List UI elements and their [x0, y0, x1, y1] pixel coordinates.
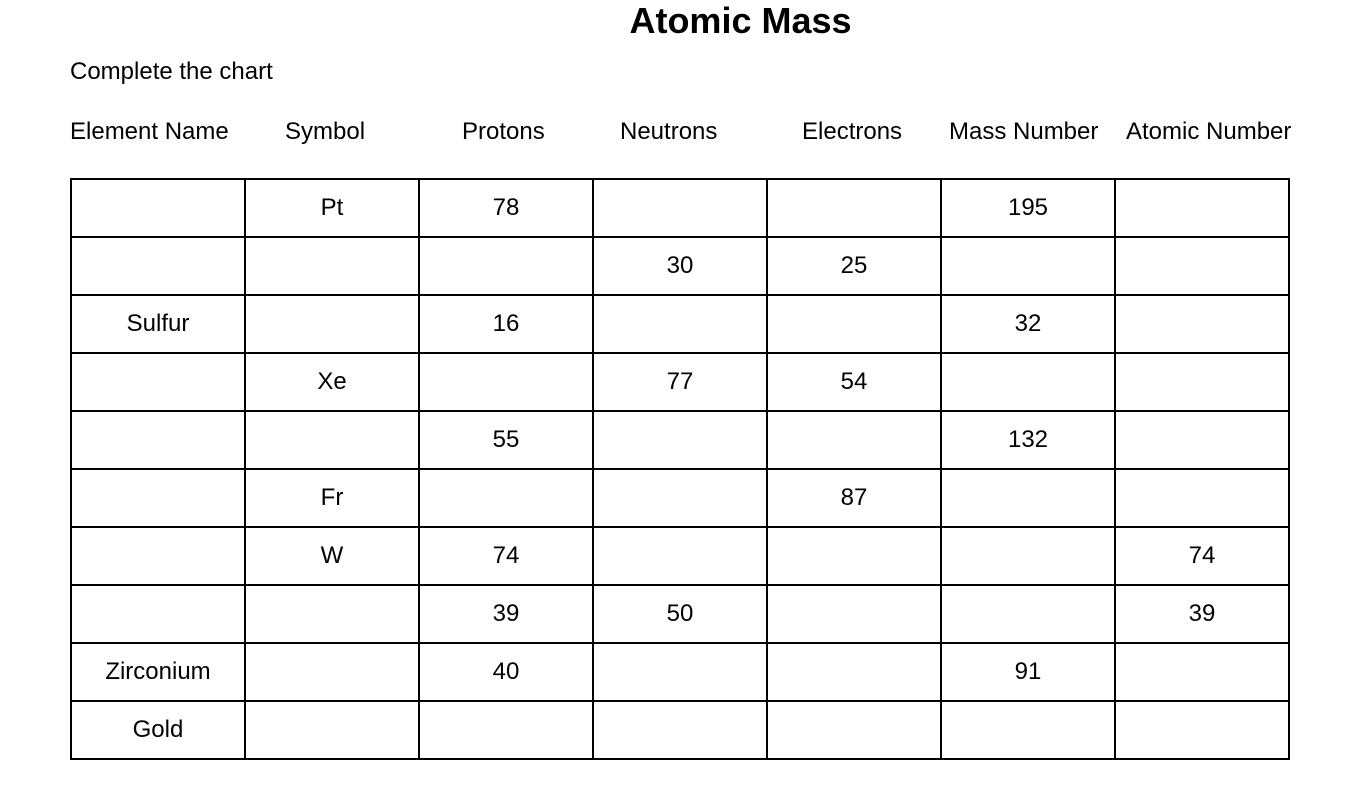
- cell-symbol[interactable]: Fr: [245, 469, 419, 527]
- cell-mass-number[interactable]: 195: [941, 179, 1115, 237]
- cell-protons[interactable]: 16: [419, 295, 593, 353]
- cell-protons[interactable]: 55: [419, 411, 593, 469]
- cell-element-name[interactable]: Gold: [71, 701, 245, 759]
- cell-atomic-number[interactable]: [1115, 179, 1289, 237]
- cell-element-name[interactable]: [71, 237, 245, 295]
- cell-atomic-number[interactable]: 74: [1115, 527, 1289, 585]
- atomic-mass-table: [70, 178, 1290, 760]
- cell-symbol[interactable]: [245, 237, 419, 295]
- table-row: [71, 411, 1289, 469]
- cell-neutrons[interactable]: [593, 643, 767, 701]
- cell-atomic-number[interactable]: [1115, 295, 1289, 353]
- cell-electrons[interactable]: 87: [767, 469, 941, 527]
- cell-electrons[interactable]: [767, 585, 941, 643]
- column-header-atomic-number: Atomic Number: [1126, 118, 1292, 145]
- cell-symbol[interactable]: [245, 701, 419, 759]
- cell-element-name[interactable]: [71, 411, 245, 469]
- cell-mass-number[interactable]: [941, 237, 1115, 295]
- cell-neutrons[interactable]: [593, 527, 767, 585]
- cell-atomic-number[interactable]: [1115, 411, 1289, 469]
- column-header-mass-number: Mass Number: [949, 118, 1099, 145]
- table-row: [71, 585, 1289, 643]
- cut-off-text: [70, 785, 1270, 793]
- cell-neutrons[interactable]: [593, 179, 767, 237]
- table-row: [71, 179, 1289, 237]
- cell-protons[interactable]: [419, 353, 593, 411]
- cell-neutrons[interactable]: [593, 295, 767, 353]
- cell-protons[interactable]: [419, 469, 593, 527]
- table-row: [71, 643, 1289, 701]
- cell-electrons[interactable]: [767, 411, 941, 469]
- cell-element-name[interactable]: [71, 527, 245, 585]
- cell-neutrons[interactable]: [593, 411, 767, 469]
- cell-mass-number[interactable]: [941, 585, 1115, 643]
- cell-protons[interactable]: 39: [419, 585, 593, 643]
- cell-electrons[interactable]: [767, 179, 941, 237]
- cell-symbol[interactable]: W: [245, 527, 419, 585]
- cell-mass-number[interactable]: [941, 527, 1115, 585]
- cell-neutrons[interactable]: 30: [593, 237, 767, 295]
- cell-atomic-number[interactable]: [1115, 353, 1289, 411]
- cell-neutrons[interactable]: 77: [593, 353, 767, 411]
- cell-symbol[interactable]: Pt: [245, 179, 419, 237]
- cell-element-name[interactable]: Sulfur: [71, 295, 245, 353]
- table-row: [71, 701, 1289, 759]
- table-row: [71, 469, 1289, 527]
- cell-atomic-number[interactable]: 39: [1115, 585, 1289, 643]
- column-header-symbol: Symbol: [285, 118, 366, 145]
- table-row: [71, 527, 1289, 585]
- table-body: [71, 179, 1289, 759]
- cell-symbol[interactable]: [245, 585, 419, 643]
- column-header-protons: Protons: [462, 118, 545, 145]
- cell-protons[interactable]: 40: [419, 643, 593, 701]
- cell-atomic-number[interactable]: [1115, 469, 1289, 527]
- cell-atomic-number[interactable]: [1115, 701, 1289, 759]
- cell-element-name[interactable]: [71, 353, 245, 411]
- cell-element-name[interactable]: Zirconium: [71, 643, 245, 701]
- cell-mass-number[interactable]: [941, 701, 1115, 759]
- cell-neutrons[interactable]: 50: [593, 585, 767, 643]
- cell-atomic-number[interactable]: [1115, 643, 1289, 701]
- cell-electrons[interactable]: [767, 527, 941, 585]
- column-headers: [0, 117, 1353, 147]
- page-title: Atomic Mass: [629, 0, 852, 41]
- column-header-electrons: Electrons: [802, 118, 903, 145]
- cell-atomic-number[interactable]: [1115, 237, 1289, 295]
- cell-electrons[interactable]: [767, 701, 941, 759]
- table-row: [71, 237, 1289, 295]
- cell-electrons[interactable]: [767, 295, 941, 353]
- cell-neutrons[interactable]: [593, 469, 767, 527]
- cell-symbol[interactable]: [245, 411, 419, 469]
- cell-element-name[interactable]: [71, 179, 245, 237]
- cell-symbol[interactable]: [245, 295, 419, 353]
- cell-neutrons[interactable]: [593, 701, 767, 759]
- cell-electrons[interactable]: 25: [767, 237, 941, 295]
- cell-mass-number[interactable]: [941, 353, 1115, 411]
- table-row: [71, 353, 1289, 411]
- column-header-element-name: Element Name: [70, 118, 229, 145]
- instruction-text: Complete the chart: [70, 58, 273, 85]
- cell-electrons[interactable]: 54: [767, 353, 941, 411]
- cell-mass-number[interactable]: 132: [941, 411, 1115, 469]
- cell-protons[interactable]: 74: [419, 527, 593, 585]
- cell-electrons[interactable]: [767, 643, 941, 701]
- cell-symbol[interactable]: Xe: [245, 353, 419, 411]
- cell-element-name[interactable]: [71, 585, 245, 643]
- cell-mass-number[interactable]: 32: [941, 295, 1115, 353]
- cell-mass-number[interactable]: 91: [941, 643, 1115, 701]
- cell-mass-number[interactable]: [941, 469, 1115, 527]
- table-row: [71, 295, 1289, 353]
- cell-element-name[interactable]: [71, 469, 245, 527]
- cell-protons[interactable]: [419, 237, 593, 295]
- cell-protons[interactable]: [419, 701, 593, 759]
- cell-protons[interactable]: 78: [419, 179, 593, 237]
- column-header-neutrons: Neutrons: [620, 118, 718, 145]
- cell-symbol[interactable]: [245, 643, 419, 701]
